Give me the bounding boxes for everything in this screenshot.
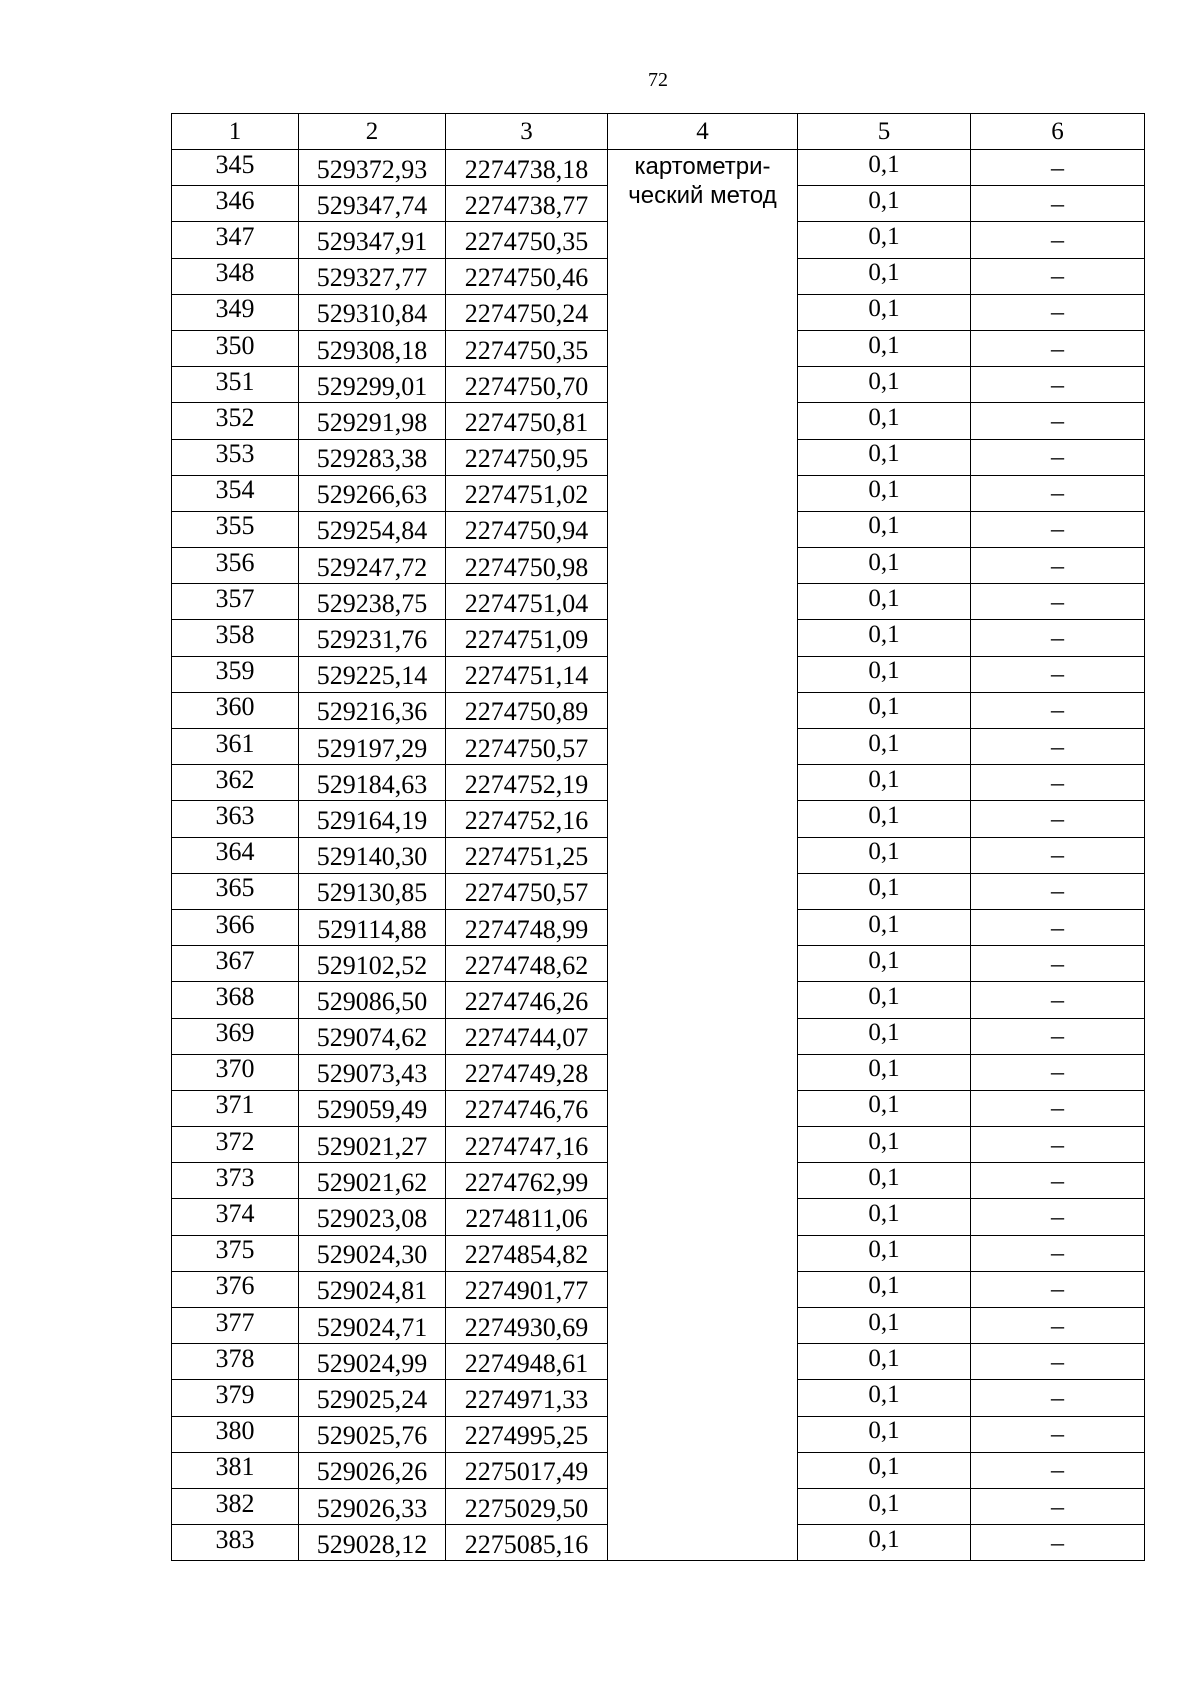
- point-number-cell: 376: [172, 1271, 299, 1307]
- description-cell: –: [971, 1199, 1145, 1235]
- column-header: 5: [798, 114, 971, 150]
- y-coordinate-cell: 2274971,33: [446, 1380, 608, 1416]
- point-number-cell: 355: [172, 511, 299, 547]
- x-coordinate-cell: 529114,88: [299, 909, 446, 945]
- table-header-row: [172, 114, 1145, 150]
- description-cell: –: [971, 909, 1145, 945]
- y-coordinate-cell: 2274750,35: [446, 330, 608, 366]
- point-number-cell: 377: [172, 1308, 299, 1344]
- accuracy-cell: 0,1: [798, 1344, 971, 1380]
- y-coordinate-cell: 2274750,94: [446, 511, 608, 547]
- x-coordinate-cell: 529225,14: [299, 656, 446, 692]
- x-coordinate-cell: 529327,77: [299, 258, 446, 294]
- page-number: 72: [648, 69, 668, 91]
- accuracy-cell: 0,1: [798, 330, 971, 366]
- x-coordinate-cell: 529266,63: [299, 475, 446, 511]
- y-coordinate-cell: 2274995,25: [446, 1416, 608, 1452]
- x-coordinate-cell: 529026,33: [299, 1488, 446, 1524]
- description-cell: –: [971, 1090, 1145, 1126]
- accuracy-cell: 0,1: [798, 1380, 971, 1416]
- y-coordinate-cell: 2274748,62: [446, 946, 608, 982]
- point-number-cell: 370: [172, 1054, 299, 1090]
- description-cell: –: [971, 475, 1145, 511]
- accuracy-cell: 0,1: [798, 1199, 971, 1235]
- x-coordinate-cell: 529073,43: [299, 1054, 446, 1090]
- accuracy-cell: 0,1: [798, 548, 971, 584]
- accuracy-cell: 0,1: [798, 1271, 971, 1307]
- accuracy-cell: 0,1: [798, 1054, 971, 1090]
- point-number-cell: 359: [172, 656, 299, 692]
- accuracy-cell: 0,1: [798, 873, 971, 909]
- description-cell: –: [971, 1452, 1145, 1488]
- y-coordinate-cell: 2274751,02: [446, 475, 608, 511]
- description-cell: –: [971, 258, 1145, 294]
- description-cell: –: [971, 439, 1145, 475]
- x-coordinate-cell: 529197,29: [299, 729, 446, 765]
- point-number-cell: 383: [172, 1525, 299, 1561]
- point-number-cell: 380: [172, 1416, 299, 1452]
- point-number-cell: 366: [172, 909, 299, 945]
- description-cell: –: [971, 1308, 1145, 1344]
- point-number-cell: 371: [172, 1090, 299, 1126]
- y-coordinate-cell: 2274901,77: [446, 1271, 608, 1307]
- accuracy-cell: 0,1: [798, 222, 971, 258]
- x-coordinate-cell: 529130,85: [299, 873, 446, 909]
- point-number-cell: 382: [172, 1488, 299, 1524]
- y-coordinate-cell: 2274750,46: [446, 258, 608, 294]
- point-number-cell: 352: [172, 403, 299, 439]
- method-text-line: картометри-: [634, 153, 771, 180]
- description-cell: –: [971, 801, 1145, 837]
- accuracy-cell: 0,1: [798, 1488, 971, 1524]
- description-cell: –: [971, 873, 1145, 909]
- description-cell: –: [971, 367, 1145, 403]
- point-number-cell: 358: [172, 620, 299, 656]
- y-coordinate-cell: 2274752,19: [446, 765, 608, 801]
- point-number-cell: 373: [172, 1163, 299, 1199]
- y-coordinate-cell: 2274750,57: [446, 873, 608, 909]
- point-number-cell: 353: [172, 439, 299, 475]
- y-coordinate-cell: 2274750,24: [446, 294, 608, 330]
- accuracy-cell: 0,1: [798, 1018, 971, 1054]
- point-number-cell: 348: [172, 258, 299, 294]
- description-cell: –: [971, 1054, 1145, 1090]
- accuracy-cell: 0,1: [798, 511, 971, 547]
- description-cell: –: [971, 765, 1145, 801]
- x-coordinate-cell: 529028,12: [299, 1525, 446, 1561]
- accuracy-cell: 0,1: [798, 294, 971, 330]
- y-coordinate-cell: 2274751,04: [446, 584, 608, 620]
- column-header: 4: [608, 114, 798, 150]
- x-coordinate-cell: 529291,98: [299, 403, 446, 439]
- point-number-cell: 374: [172, 1199, 299, 1235]
- point-number-cell: 351: [172, 367, 299, 403]
- method-cell: [608, 150, 798, 1561]
- x-coordinate-cell: 529184,63: [299, 765, 446, 801]
- y-coordinate-cell: 2274751,09: [446, 620, 608, 656]
- description-cell: –: [971, 1416, 1145, 1452]
- y-coordinate-cell: 2274750,89: [446, 692, 608, 728]
- y-coordinate-cell: 2274752,16: [446, 801, 608, 837]
- accuracy-cell: 0,1: [798, 982, 971, 1018]
- y-coordinate-cell: 2274748,99: [446, 909, 608, 945]
- description-cell: –: [971, 403, 1145, 439]
- accuracy-cell: 0,1: [798, 1308, 971, 1344]
- y-coordinate-cell: 2274746,76: [446, 1090, 608, 1126]
- x-coordinate-cell: 529254,84: [299, 511, 446, 547]
- x-coordinate-cell: 529021,27: [299, 1127, 446, 1163]
- point-number-cell: 363: [172, 801, 299, 837]
- x-coordinate-cell: 529023,08: [299, 1199, 446, 1235]
- x-coordinate-cell: 529074,62: [299, 1018, 446, 1054]
- accuracy-cell: 0,1: [798, 656, 971, 692]
- point-number-cell: 362: [172, 765, 299, 801]
- point-number-cell: 345: [172, 150, 299, 186]
- point-number-cell: 347: [172, 222, 299, 258]
- point-number-cell: 354: [172, 475, 299, 511]
- description-cell: –: [971, 222, 1145, 258]
- point-number-cell: 360: [172, 692, 299, 728]
- y-coordinate-cell: 2274749,28: [446, 1054, 608, 1090]
- x-coordinate-cell: 529021,62: [299, 1163, 446, 1199]
- description-cell: –: [971, 1525, 1145, 1561]
- method-text-line: ческий метод: [628, 182, 777, 209]
- x-coordinate-cell: 529238,75: [299, 584, 446, 620]
- description-cell: –: [971, 1127, 1145, 1163]
- description-cell: –: [971, 620, 1145, 656]
- accuracy-cell: 0,1: [798, 367, 971, 403]
- x-coordinate-cell: 529283,38: [299, 439, 446, 475]
- description-cell: –: [971, 330, 1145, 366]
- point-number-cell: 350: [172, 330, 299, 366]
- point-number-cell: 368: [172, 982, 299, 1018]
- column-header: 6: [971, 114, 1145, 150]
- y-coordinate-cell: 2274738,77: [446, 186, 608, 222]
- accuracy-cell: 0,1: [798, 439, 971, 475]
- accuracy-cell: 0,1: [798, 1525, 971, 1561]
- y-coordinate-cell: 2275029,50: [446, 1488, 608, 1524]
- x-coordinate-cell: 529164,19: [299, 801, 446, 837]
- point-number-cell: 369: [172, 1018, 299, 1054]
- accuracy-cell: 0,1: [798, 765, 971, 801]
- description-cell: –: [971, 186, 1145, 222]
- description-cell: –: [971, 656, 1145, 692]
- y-coordinate-cell: 2274948,61: [446, 1344, 608, 1380]
- accuracy-cell: 0,1: [798, 837, 971, 873]
- x-coordinate-cell: 529024,71: [299, 1308, 446, 1344]
- x-coordinate-cell: 529059,49: [299, 1090, 446, 1126]
- point-number-cell: 356: [172, 548, 299, 584]
- x-coordinate-cell: 529024,81: [299, 1271, 446, 1307]
- description-cell: –: [971, 548, 1145, 584]
- description-cell: –: [971, 1380, 1145, 1416]
- point-number-cell: 381: [172, 1452, 299, 1488]
- description-cell: –: [971, 729, 1145, 765]
- point-number-cell: 372: [172, 1127, 299, 1163]
- description-cell: –: [971, 1271, 1145, 1307]
- column-header: 3: [446, 114, 608, 150]
- description-cell: –: [971, 584, 1145, 620]
- description-cell: –: [971, 1163, 1145, 1199]
- y-coordinate-cell: 2274750,98: [446, 548, 608, 584]
- y-coordinate-cell: 2274738,18: [446, 150, 608, 186]
- accuracy-cell: 0,1: [798, 1163, 971, 1199]
- accuracy-cell: 0,1: [798, 150, 971, 186]
- y-coordinate-cell: 2274751,25: [446, 837, 608, 873]
- point-number-cell: 367: [172, 946, 299, 982]
- accuracy-cell: 0,1: [798, 584, 971, 620]
- table-body: [172, 114, 1145, 1561]
- description-cell: –: [971, 837, 1145, 873]
- y-coordinate-cell: 2274930,69: [446, 1308, 608, 1344]
- point-number-cell: 357: [172, 584, 299, 620]
- description-cell: –: [971, 511, 1145, 547]
- x-coordinate-cell: 529347,91: [299, 222, 446, 258]
- x-coordinate-cell: 529347,74: [299, 186, 446, 222]
- x-coordinate-cell: 529026,26: [299, 1452, 446, 1488]
- accuracy-cell: 0,1: [798, 909, 971, 945]
- x-coordinate-cell: 529024,30: [299, 1235, 446, 1271]
- y-coordinate-cell: 2275017,49: [446, 1452, 608, 1488]
- description-cell: –: [971, 1235, 1145, 1271]
- accuracy-cell: 0,1: [798, 475, 971, 511]
- coordinates-table: [171, 113, 1145, 1561]
- x-coordinate-cell: 529310,84: [299, 294, 446, 330]
- y-coordinate-cell: 2274750,35: [446, 222, 608, 258]
- accuracy-cell: 0,1: [798, 729, 971, 765]
- point-number-cell: 375: [172, 1235, 299, 1271]
- accuracy-cell: 0,1: [798, 403, 971, 439]
- description-cell: –: [971, 692, 1145, 728]
- point-number-cell: 364: [172, 837, 299, 873]
- description-cell: –: [971, 982, 1145, 1018]
- y-coordinate-cell: 2274811,06: [446, 1199, 608, 1235]
- accuracy-cell: 0,1: [798, 801, 971, 837]
- y-coordinate-cell: 2274750,95: [446, 439, 608, 475]
- accuracy-cell: 0,1: [798, 1127, 971, 1163]
- y-coordinate-cell: 2274750,57: [446, 729, 608, 765]
- y-coordinate-cell: 2274750,70: [446, 367, 608, 403]
- description-cell: –: [971, 1488, 1145, 1524]
- x-coordinate-cell: 529025,24: [299, 1380, 446, 1416]
- x-coordinate-cell: 529231,76: [299, 620, 446, 656]
- table-row: [172, 150, 1145, 186]
- column-header: 1: [172, 114, 299, 150]
- description-cell: –: [971, 946, 1145, 982]
- description-cell: –: [971, 150, 1145, 186]
- y-coordinate-cell: 2274854,82: [446, 1235, 608, 1271]
- column-header: 2: [299, 114, 446, 150]
- description-cell: –: [971, 1344, 1145, 1380]
- y-coordinate-cell: 2274750,81: [446, 403, 608, 439]
- accuracy-cell: 0,1: [798, 692, 971, 728]
- accuracy-cell: 0,1: [798, 1416, 971, 1452]
- y-coordinate-cell: 2275085,16: [446, 1525, 608, 1561]
- accuracy-cell: 0,1: [798, 258, 971, 294]
- x-coordinate-cell: 529086,50: [299, 982, 446, 1018]
- x-coordinate-cell: 529299,01: [299, 367, 446, 403]
- y-coordinate-cell: 2274746,26: [446, 982, 608, 1018]
- x-coordinate-cell: 529247,72: [299, 548, 446, 584]
- description-cell: –: [971, 294, 1145, 330]
- accuracy-cell: 0,1: [798, 946, 971, 982]
- y-coordinate-cell: 2274744,07: [446, 1018, 608, 1054]
- y-coordinate-cell: 2274747,16: [446, 1127, 608, 1163]
- x-coordinate-cell: 529102,52: [299, 946, 446, 982]
- x-coordinate-cell: 529025,76: [299, 1416, 446, 1452]
- point-number-cell: 349: [172, 294, 299, 330]
- x-coordinate-cell: 529024,99: [299, 1344, 446, 1380]
- x-coordinate-cell: 529216,36: [299, 692, 446, 728]
- point-number-cell: 365: [172, 873, 299, 909]
- accuracy-cell: 0,1: [798, 1452, 971, 1488]
- point-number-cell: 378: [172, 1344, 299, 1380]
- y-coordinate-cell: 2274762,99: [446, 1163, 608, 1199]
- point-number-cell: 379: [172, 1380, 299, 1416]
- accuracy-cell: 0,1: [798, 186, 971, 222]
- x-coordinate-cell: 529308,18: [299, 330, 446, 366]
- point-number-cell: 346: [172, 186, 299, 222]
- y-coordinate-cell: 2274751,14: [446, 656, 608, 692]
- point-number-cell: 361: [172, 729, 299, 765]
- accuracy-cell: 0,1: [798, 1090, 971, 1126]
- accuracy-cell: 0,1: [798, 1235, 971, 1271]
- x-coordinate-cell: 529140,30: [299, 837, 446, 873]
- description-cell: –: [971, 1018, 1145, 1054]
- accuracy-cell: 0,1: [798, 620, 971, 656]
- x-coordinate-cell: 529372,93: [299, 150, 446, 186]
